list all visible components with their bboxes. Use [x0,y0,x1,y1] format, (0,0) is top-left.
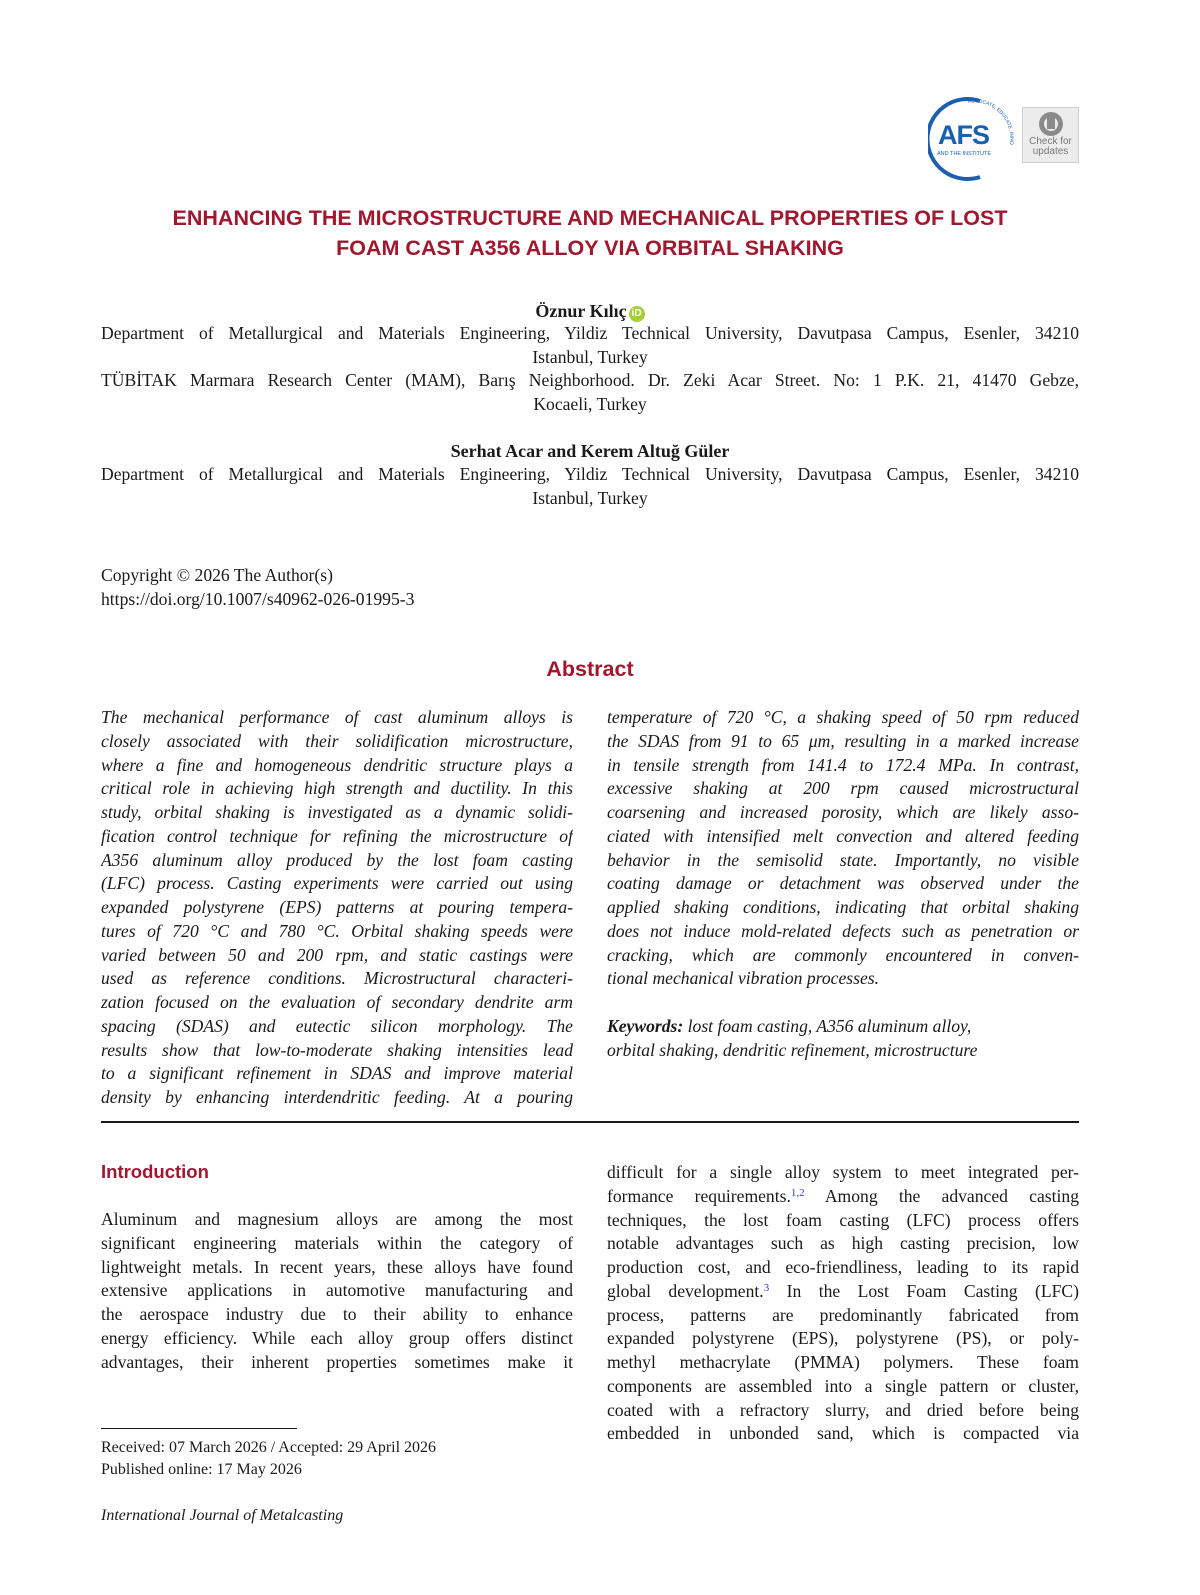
author-1-affiliation-2 [101,369,1079,416]
abstract-line: closely associated with their solidification microstructure, [101,730,573,751]
affiliation-line: Kocaeli, Turkey [533,393,647,414]
body-line: extensive applications in automotive manufacturing and [101,1280,573,1301]
check-for-updates-icon [1038,111,1064,137]
section-divider [101,1121,1079,1123]
citation-link[interactable]: 3 [763,1281,770,1294]
abstract-line: (LFC) process. Casting experiments were carried out using [101,873,573,894]
body-line: coated with a refractory slurry, and dried before being [607,1399,1079,1420]
author-1-affiliation-1 [101,322,1079,369]
keywords-label: Keywords: [607,1016,684,1036]
keywords-line: lost foam casting, A356 aluminum alloy, [687,1016,972,1036]
abstract-line: zation focused on the evaluation of secondary dendrite arm [101,992,573,1012]
abstract-line: tional mechanical vibration processes. [607,968,880,989]
abstract-heading: Abstract [546,657,634,681]
body-line: methyl methacrylate (PMMA) polymers. These foam [607,1352,1079,1372]
published-date: Published online: 17 May 2026 [101,1461,302,1478]
citation-link[interactable]: 1,2 [790,1186,805,1199]
abstract-line: spacing (SDAS) and eutectic silicon morphology. The [101,1015,573,1036]
abstract-line: results show that low-to-moderate shaking intensities lead [101,1039,573,1060]
afs-logo-subtext: AND THE INSTITUTE [937,151,991,157]
abstract-line: used as reference conditions. Microstructural characteri- [101,968,573,989]
footnote-divider [101,1428,297,1429]
body-line: energy efficiency. While each alloy group offers distinct [101,1327,573,1348]
journal-name: International Journal of Metalcasting [101,1507,344,1524]
affiliation-line: Istanbul, Turkey [532,487,648,508]
abstract-line: expanded polystyrene (EPS) patterns at pouring tempera- [101,897,573,917]
doi-link[interactable]: https://doi.org/10.1007/s40962-026-01995-3 [101,588,415,609]
body-line: techniques, the lost foam casting (LFC) process offers [607,1209,1079,1230]
abstract-line: in tensile strength from 141.4 to 172.4 MPa. In contrast, [607,754,1079,775]
abstract-line: behavior in the semisolid state. Importantly, no visible [607,849,1079,870]
received-accepted-dates: Received: 07 March 2026 / Accepted: 29 April 2026 [101,1439,437,1456]
orcid-icon[interactable]: iD [629,306,645,322]
abstract-line: excessive shaking at 200 rpm caused microstructural [607,778,1079,799]
author-2 [100,439,1080,463]
body-line [607,1280,1079,1304]
body-line: the aerospace industry due to their ability to enhance [101,1304,573,1324]
body-text: global development. [607,1280,764,1301]
abstract-left-column [101,706,573,1110]
body-line: notable advantages such as high casting precision, low [607,1233,1079,1254]
body-line: embedded in unbonded sand, which is compacted via [607,1423,1079,1444]
body-line: process, patterns are predominantly fabricated from [607,1304,1079,1325]
introduction-left-column [101,1208,573,1374]
article-title-line1: ENHANCING THE MICROSTRUCTURE AND MECHANICAL PROPERTIES OF LOST [172,206,1008,230]
abstract-line: varied between 50 and 200 rpm, and static castings were [101,944,573,965]
body-line: production cost, and eco-friendliness, leading to its rapid [607,1257,1079,1277]
abstract-line: critical role in achieving high strength and ductility. In this [101,778,573,799]
abstract-line: the SDAS from 91 to 65 μm, resulting in a marked increase [607,730,1079,751]
afs-logo-text: AFS [938,120,989,150]
keywords-line: orbital shaking, dendritic refinement, microstructure [607,1039,978,1060]
body-line: advantages, their inherent properties sometimes make it [101,1351,573,1372]
abstract-right-column [607,706,1079,991]
copyright-line: Copyright © 2026 The Author(s) [101,565,333,585]
body-line: significant engineering materials within the category of [101,1232,573,1253]
introduction-heading: Introduction [101,1161,209,1182]
afs-logo-arc-text: ADVOCATE, EDUCATE, INNO [967,98,1015,146]
abstract-line: The mechanical performance of cast aluminum alloys is [101,707,573,727]
affiliation-line: TÜBİTAK Marmara Research Center (MAM), Barış Neighborhood. Dr. Zeki Acar Street. No: 1 P.K. 21, 41470 Gebze, [101,370,1079,390]
abstract-line: A356 aluminum alloy produced by the lost foam casting [101,849,573,870]
body-line: expanded polystyrene (EPS), polystyrene (PS), or poly- [607,1328,1079,1349]
abstract-line: fication control technique for refining the microstructure of [101,825,573,846]
author-1 [100,299,1080,323]
body-line: components are assembled into a single pattern or cluster, [607,1375,1079,1396]
footnote [101,1437,436,1481]
affiliation-line: Department of Metallurgical and Materials Engineering, Yildiz Technical University, Davutpasa Campus, Esenler, 34210 [101,323,1079,343]
body-text: Among the advanced casting [804,1185,1079,1206]
introduction-right-column [607,1161,1079,1446]
author-1-name: Öznur Kılıç [535,301,627,321]
author-2-names: Serhat Acar and Kerem Altuğ Güler [450,441,730,461]
affiliation-line: Department of Metallurgical and Materials Engineering, Yildiz Technical University, Davutpasa Campus, Esenler, 34210 [101,464,1079,484]
abstract-line: cracking, which are commonly encountered in conven- [607,944,1079,965]
abstract-line: density by enhancing interdendritic feeding. At a pouring [101,1087,573,1107]
author-2-affiliation [101,463,1079,510]
body-text: formance requirements. [607,1185,791,1206]
body-text: In the Lost Foam Casting (LFC) [769,1280,1079,1301]
article-title [100,203,1080,263]
abstract-line: tures of 720 °C and 780 °C. Orbital shaking speeds were [101,920,573,941]
keywords [607,1015,1079,1063]
abstract-line: applied shaking conditions, indicating that orbital shaking [607,897,1079,917]
body-line: lightweight metals. In recent years, these alloys have found [101,1256,573,1277]
affiliation-line: Istanbul, Turkey [532,346,648,367]
abstract-line: ciated with intensified melt convection and altered feeding [607,825,1079,846]
body-line: difficult for a single alloy system to meet integrated per- [607,1162,1079,1182]
afs-logo [928,97,1018,181]
abstract-line: to a significant refinement in SDAS and improve material [101,1063,573,1084]
header-logos [928,97,1080,182]
abstract-line: coating damage or detachment was observed under the [607,873,1079,894]
check-for-updates-badge[interactable] [1022,107,1079,163]
abstract-line: coarsening and increased porosity, which are likely asso- [607,802,1079,822]
article-meta [101,564,414,611]
abstract-line: study, orbital shaking is investigated as a dynamic solidi- [101,802,573,822]
abstract-line: temperature of 720 °C, a shaking speed of 50 rpm reduced [607,707,1079,727]
abstract-line: does not induce mold-related defects such as penetration or [607,920,1079,941]
check-for-updates-line1: Check for [1029,136,1072,147]
check-for-updates-line2: updates [1032,146,1069,157]
body-line: Aluminum and magnesium alloys are among the most [101,1209,573,1229]
article-title-line2: FOAM CAST A356 ALLOY VIA ORBITAL SHAKING [336,236,844,260]
abstract-line: where a fine and homogeneous dendritic structure plays a [101,754,573,775]
body-line [607,1185,1079,1209]
